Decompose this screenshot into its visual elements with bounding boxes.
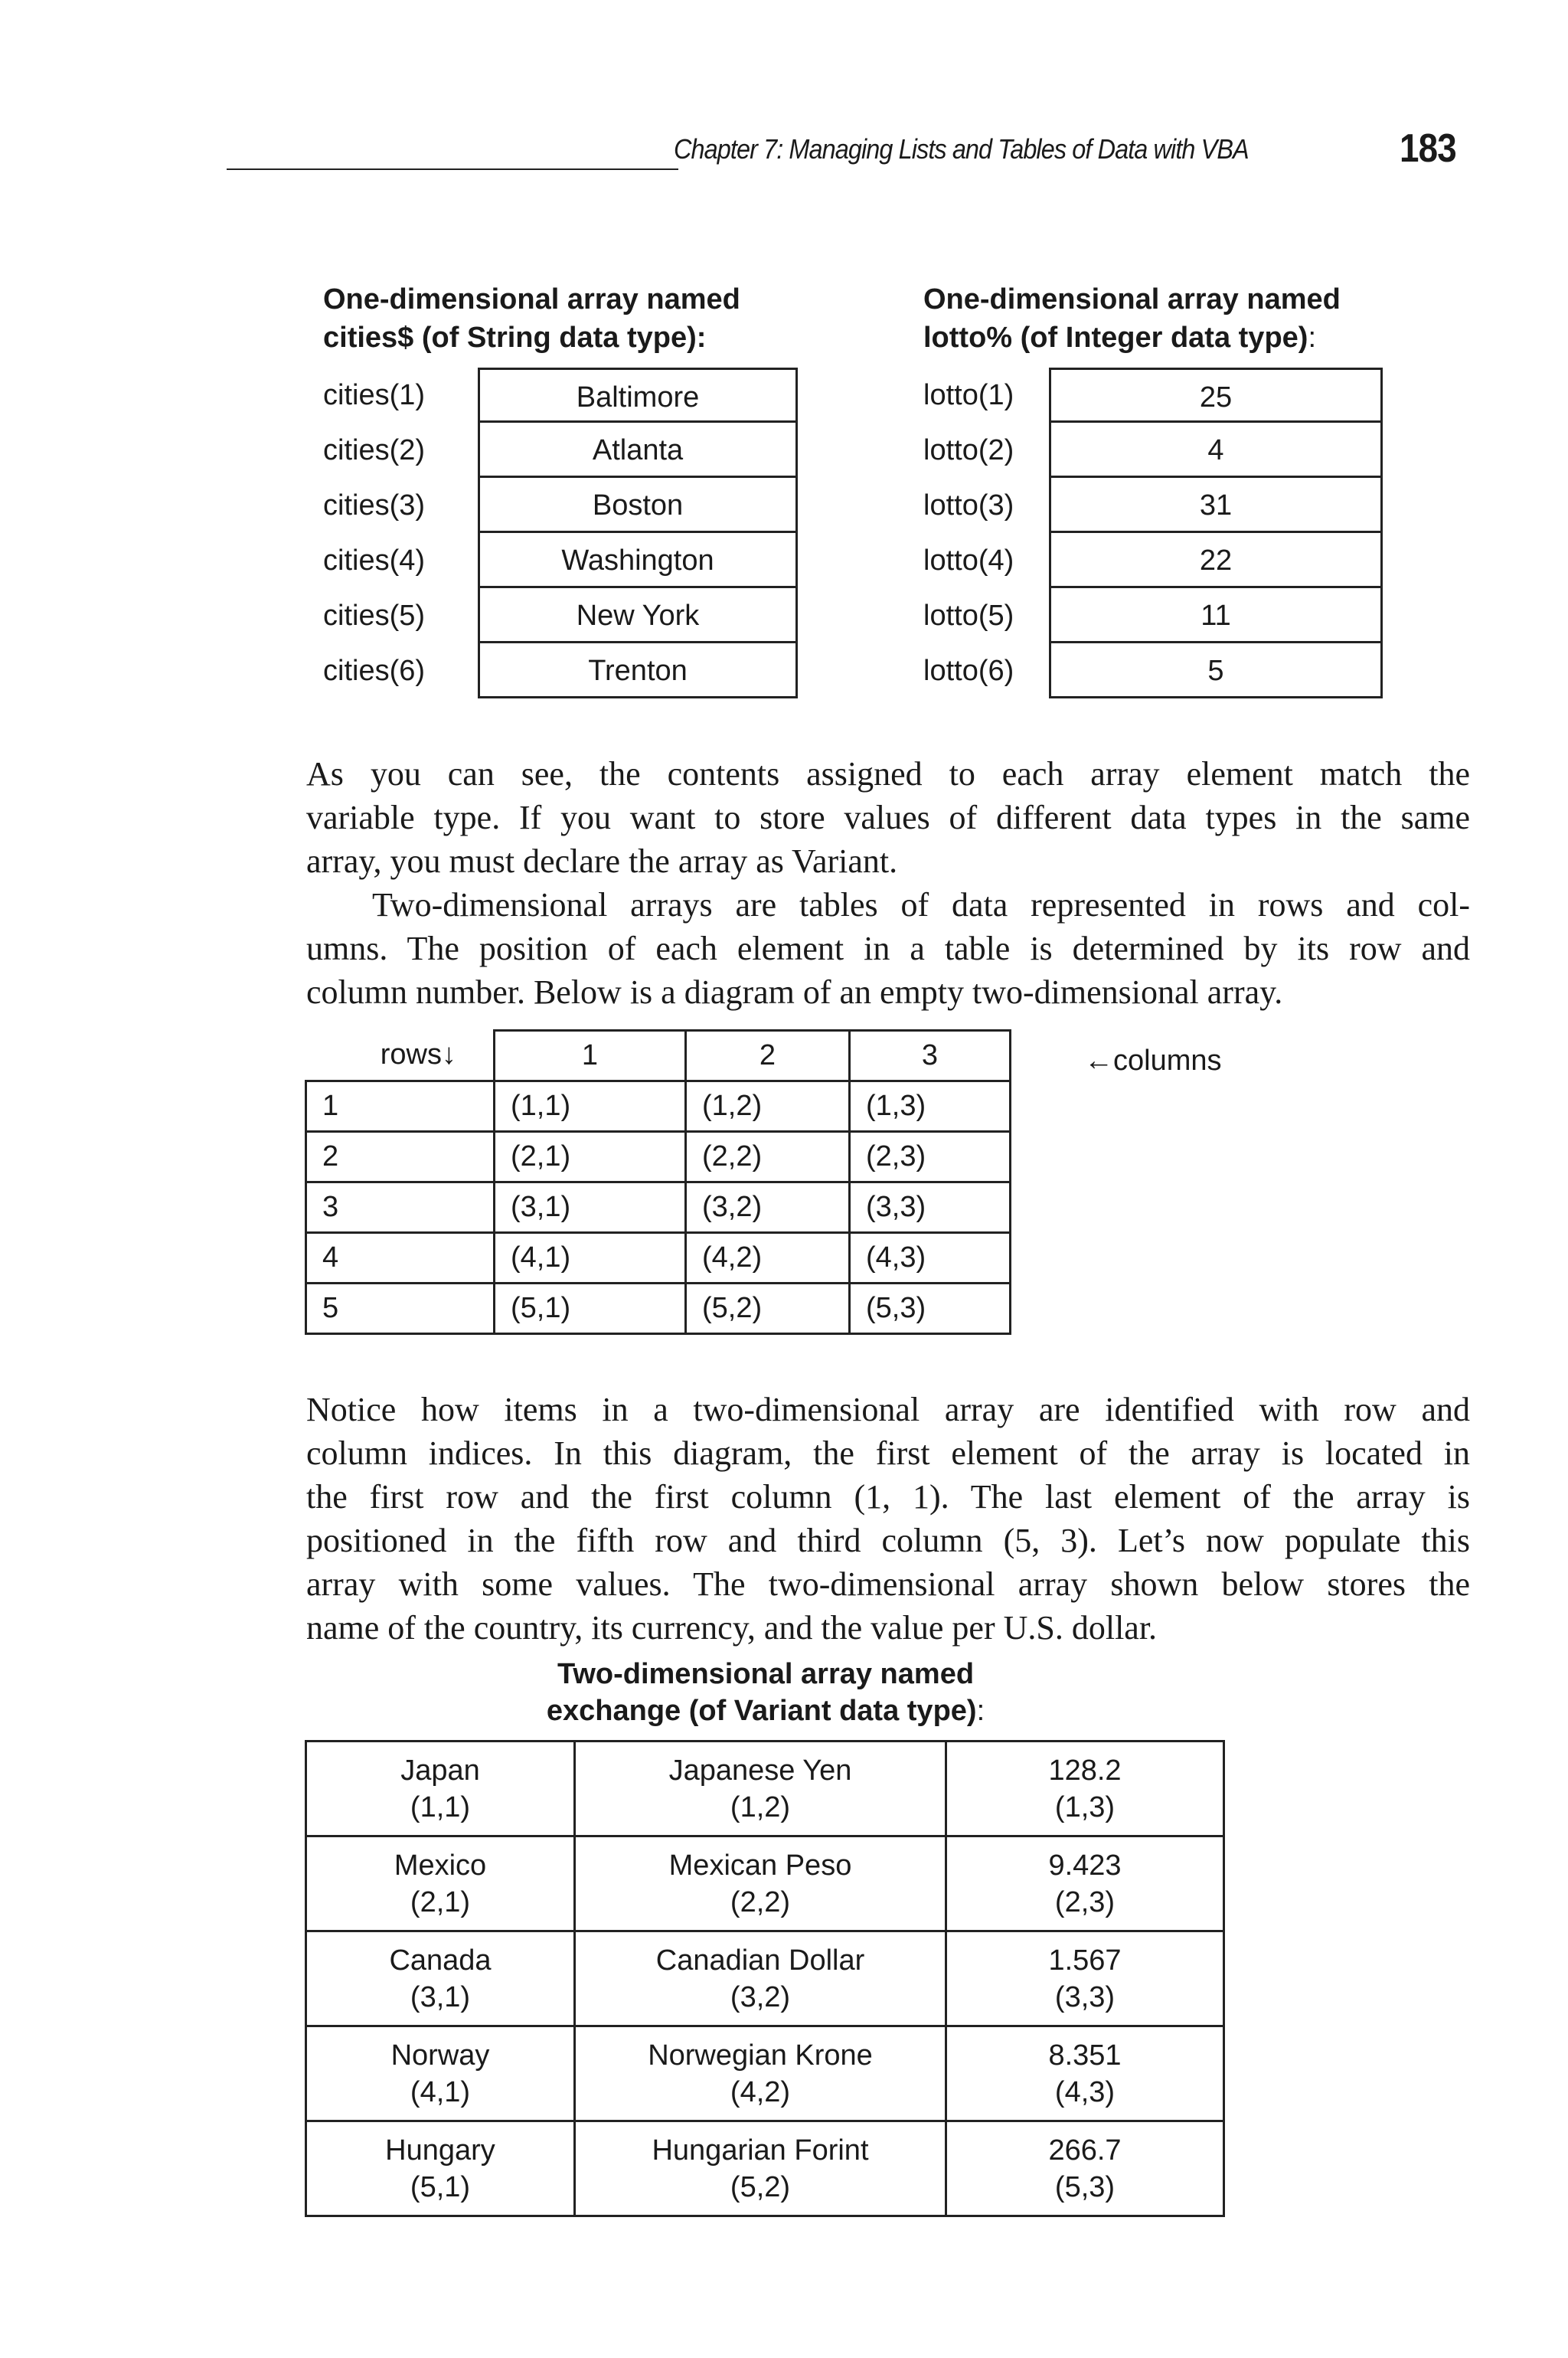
table-row xyxy=(306,2026,1224,2121)
table-cell: (3,1) xyxy=(495,1182,686,1233)
table-cell: Norwegian Krone (4,2) xyxy=(575,2026,946,2121)
array-row xyxy=(923,478,1341,533)
exchange-array-caption: Two-dimensional array named exchange (of Variant data type): xyxy=(546,1658,985,1727)
column-header: 3 xyxy=(850,1031,1011,1081)
header-rule xyxy=(227,168,678,170)
element-cell: New York xyxy=(478,588,798,643)
array-row xyxy=(323,478,740,533)
table-cell: Mexico (2,1) xyxy=(306,1836,575,1931)
element-label: cities(4) xyxy=(323,545,426,577)
page-number: 183 xyxy=(1400,126,1456,171)
exchange-array-table xyxy=(305,1740,1225,2217)
table-row xyxy=(306,2121,1224,2216)
table-row xyxy=(306,1742,1224,1836)
empty-2d-array-table xyxy=(305,1029,1011,1335)
lotto-array-figure xyxy=(923,280,1341,698)
cities-array-figure xyxy=(323,280,740,698)
table-cell: Norway (4,1) xyxy=(306,2026,575,2121)
array-row xyxy=(323,588,740,643)
table-row xyxy=(306,1182,1011,1233)
lotto-array-caption: One-dimensional array named lotto% (of Integer data type): xyxy=(923,283,1341,354)
element-label: cities(3) xyxy=(323,489,426,522)
rows-header: rows↓ xyxy=(306,1031,495,1081)
element-label: cities(5) xyxy=(323,600,426,632)
table-cell: (1,1) xyxy=(495,1081,686,1132)
row-number: 4 xyxy=(306,1233,495,1284)
table-cell: 9.423 (2,3) xyxy=(946,1836,1224,1931)
array-row xyxy=(323,423,740,478)
element-label: lotto(1) xyxy=(923,379,1014,411)
table-row xyxy=(306,1132,1011,1182)
table-cell: Hungarian Forint (5,2) xyxy=(575,2121,946,2216)
element-cell: 5 xyxy=(1049,643,1383,698)
table-cell: (2,3) xyxy=(850,1132,1011,1182)
table-row xyxy=(306,1836,1224,1931)
element-label: lotto(6) xyxy=(923,655,1014,687)
table-cell: (3,2) xyxy=(686,1182,850,1233)
element-label: lotto(2) xyxy=(923,434,1014,466)
table-row xyxy=(306,1081,1011,1132)
element-cell: Baltimore xyxy=(478,368,798,423)
row-number: 5 xyxy=(306,1284,495,1334)
table-cell: (5,3) xyxy=(850,1284,1011,1334)
body-paragraph-2: Notice how items in a two-dimensional array are identified with row and column indices. In this diagram, the first element of the array is located in the first row and the first column (1, 1). The last element of the array is positioned in the fifth row and third column (5, 3). Let’s now populate this array with some values. The two-dimensional array shown below stores the name of the country, its currency, and the value per U.S. dollar. xyxy=(306,1391,1470,1647)
element-label: cities(1) xyxy=(323,379,426,411)
empty-2d-array-diagram xyxy=(305,1029,1011,1335)
lotto-array-rows xyxy=(923,368,1341,698)
column-header: 2 xyxy=(686,1031,850,1081)
element-label: lotto(5) xyxy=(923,600,1014,632)
table-row xyxy=(306,1284,1011,1334)
column-header-row xyxy=(306,1031,1011,1081)
table-cell: Japan (1,1) xyxy=(306,1742,575,1836)
column-header: 1 xyxy=(495,1031,686,1081)
element-cell: 11 xyxy=(1049,588,1383,643)
row-number: 2 xyxy=(306,1132,495,1182)
element-label: cities(6) xyxy=(323,655,426,687)
array-row xyxy=(323,643,740,698)
table-cell: Canadian Dollar (3,2) xyxy=(575,1931,946,2026)
element-label: lotto(3) xyxy=(923,489,1014,522)
table-cell: (2,2) xyxy=(686,1132,850,1182)
array-row xyxy=(323,533,740,588)
element-cell: Washington xyxy=(478,533,798,588)
array-row xyxy=(923,533,1341,588)
element-cell: 25 xyxy=(1049,368,1383,423)
exchange-array-figure xyxy=(305,1740,1225,2217)
element-label: lotto(4) xyxy=(923,545,1014,577)
table-cell: Japanese Yen (1,2) xyxy=(575,1742,946,1836)
row-number: 1 xyxy=(306,1081,495,1132)
columns-label: ←columns xyxy=(1084,1045,1222,1077)
table-cell: 128.2 (1,3) xyxy=(946,1742,1224,1836)
table-cell: (4,1) xyxy=(495,1233,686,1284)
table-cell: (4,3) xyxy=(850,1233,1011,1284)
chapter-title: Chapter 7: Managing Lists and Tables of Data with VBA xyxy=(674,133,1249,165)
table-row xyxy=(306,1233,1011,1284)
array-row xyxy=(323,368,740,423)
table-row xyxy=(306,1931,1224,2026)
body-paragraph-1: As you can see, the contents assigned to each array element match the variable type. If you want to store values of different data types in the same array, you must declare the array as Variant. Two-dimensional arrays are tables of data represented in rows and col- umns. The position of each element in a table is determined by its row and column number. Below is a diagram of an empty two-dimensional array. xyxy=(306,755,1470,1011)
element-cell: 4 xyxy=(1049,423,1383,478)
table-cell: 266.7 (5,3) xyxy=(946,2121,1224,2216)
element-cell: Trenton xyxy=(478,643,798,698)
table-cell: (5,1) xyxy=(495,1284,686,1334)
running-head xyxy=(227,126,1467,175)
array-row xyxy=(923,643,1341,698)
table-cell: (1,3) xyxy=(850,1081,1011,1132)
element-cell: 22 xyxy=(1049,533,1383,588)
table-cell: (4,2) xyxy=(686,1233,850,1284)
table-cell: (3,3) xyxy=(850,1182,1011,1233)
element-label: cities(2) xyxy=(323,434,426,466)
array-row xyxy=(923,423,1341,478)
element-cell: 31 xyxy=(1049,478,1383,533)
cities-array-caption: One-dimensional array named cities$ (of String data type): xyxy=(323,283,740,354)
array-row xyxy=(923,588,1341,643)
table-cell: 8.351 (4,3) xyxy=(946,2026,1224,2121)
table-cell: Hungary (5,1) xyxy=(306,2121,575,2216)
element-cell: Boston xyxy=(478,478,798,533)
cities-array-rows xyxy=(323,368,740,698)
table-cell: Mexican Peso (2,2) xyxy=(575,1836,946,1931)
table-cell: (5,2) xyxy=(686,1284,850,1334)
row-number: 3 xyxy=(306,1182,495,1233)
table-cell: (1,2) xyxy=(686,1081,850,1132)
table-cell: (2,1) xyxy=(495,1132,686,1182)
array-row xyxy=(923,368,1341,423)
table-cell: 1.567 (3,3) xyxy=(946,1931,1224,2026)
table-cell: Canada (3,1) xyxy=(306,1931,575,2026)
element-cell: Atlanta xyxy=(478,423,798,478)
